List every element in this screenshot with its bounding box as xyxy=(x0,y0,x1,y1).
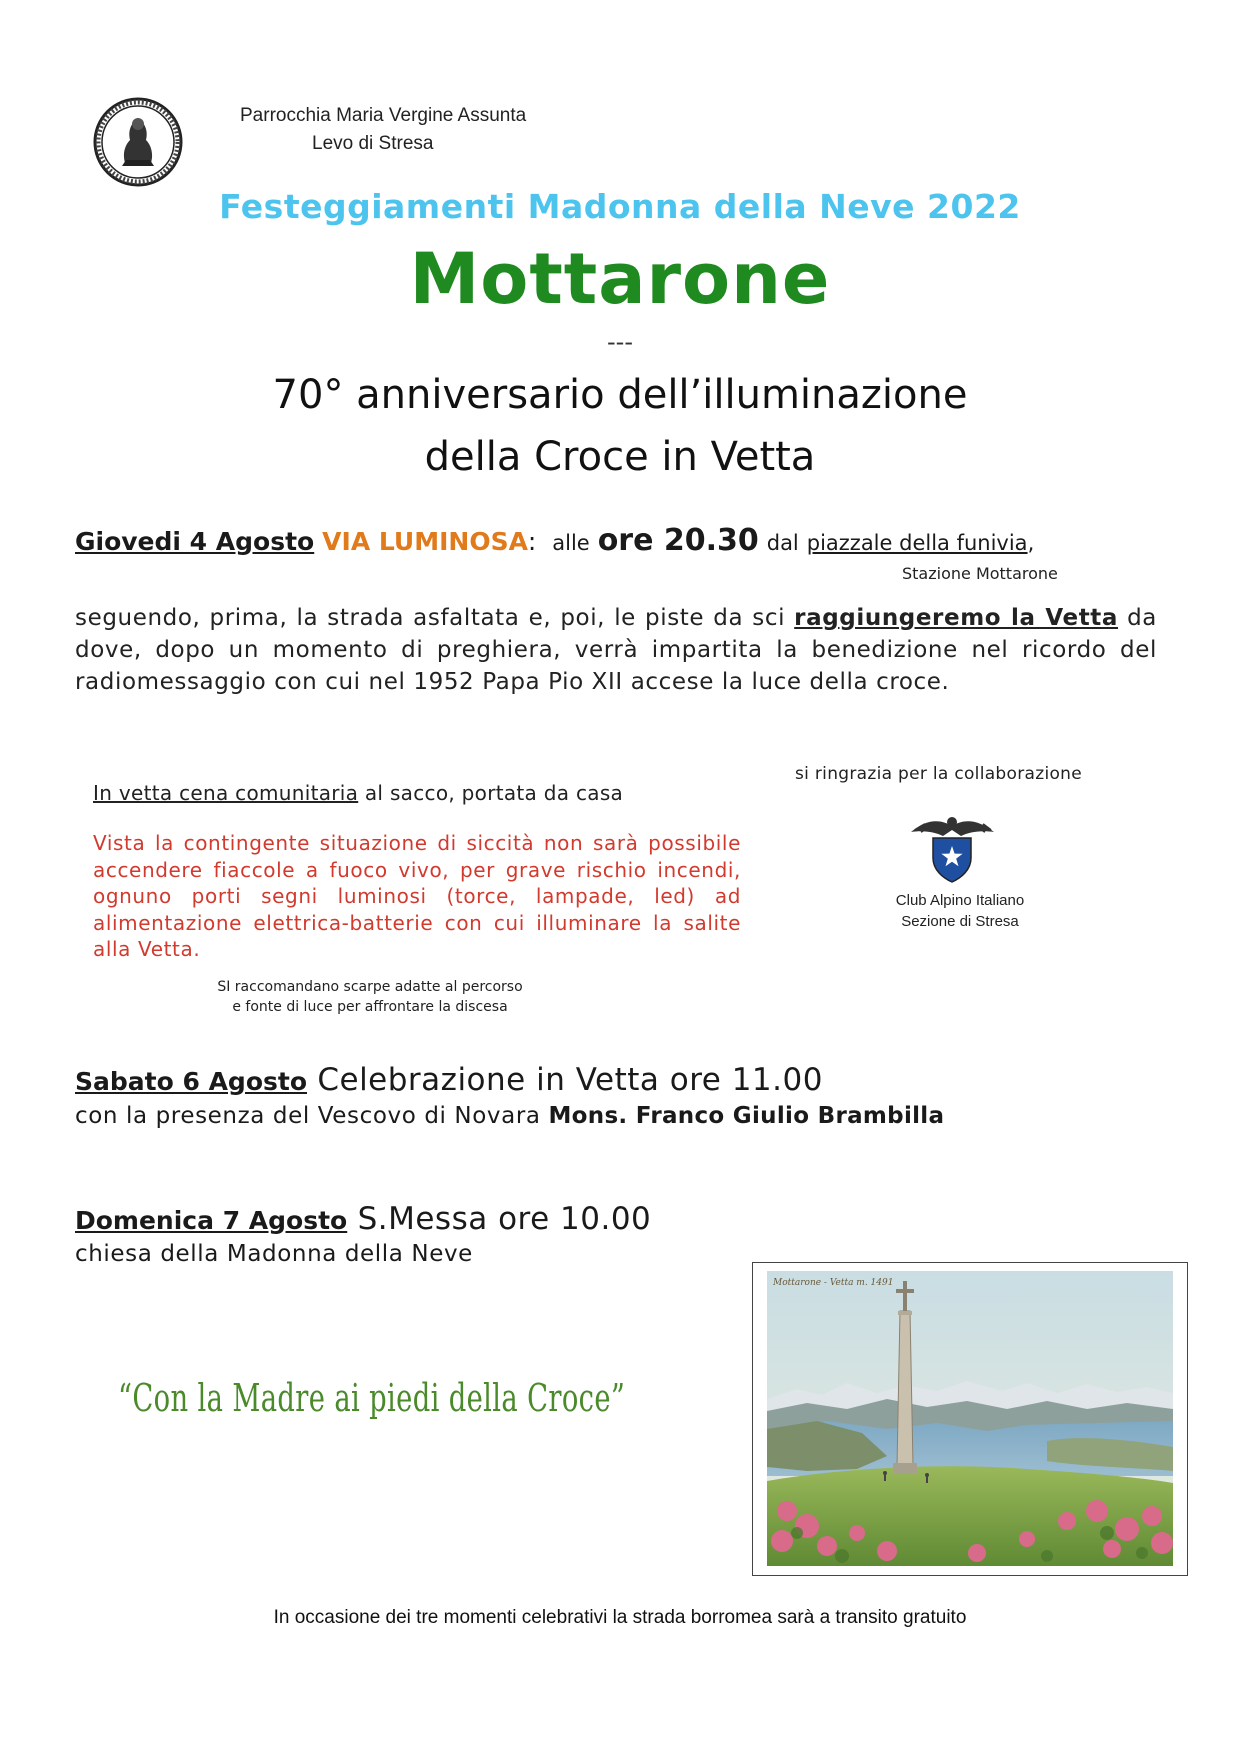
anniversary-line-2: della Croce in Vetta xyxy=(424,434,816,480)
saturday-details xyxy=(75,1103,944,1129)
thursday-description xyxy=(75,602,1157,698)
dinner-rest: al sacco, portata da casa xyxy=(358,781,624,805)
photo-caption: Mottarone - Vetta m. 1491 xyxy=(773,1278,894,1288)
dinner-note xyxy=(93,781,623,805)
desc-part-1: seguendo, prima, la strada asfaltata e, poi, le piste da sci xyxy=(75,605,795,631)
desc-bold: raggiungeremo la Vetta xyxy=(794,605,1119,631)
anniversary-line-1: 70° anniversario dell’illuminazione xyxy=(272,372,968,418)
bishop-name: Mons. Franco Giulio Brambilla xyxy=(548,1103,945,1129)
sunday-event: S.Messa ore 10.00 xyxy=(347,1201,652,1237)
parish-seal-icon xyxy=(92,96,184,188)
dinner-underlined: In vetta cena comunitaria xyxy=(93,781,359,805)
cai-line-1: Club Alpino Italiano xyxy=(895,892,1025,909)
thanks-text: si ringrazia per la collaborazione xyxy=(795,764,1083,784)
thursday-heading xyxy=(75,523,1034,558)
cai-eagle-star-icon xyxy=(905,810,1000,885)
shoes-line-1: SI raccomandano scarpe adatte al percorso xyxy=(217,979,523,995)
alle: alle xyxy=(552,531,590,555)
sunday-date: Domenica 7 Agosto xyxy=(75,1206,348,1235)
thursday-time: ore 20.30 xyxy=(597,523,759,558)
sunday-details: chiesa della Madonna della Neve xyxy=(75,1241,473,1267)
saturday-line2: con la presenza del Vescovo di Novara xyxy=(75,1103,549,1129)
anniversary-title xyxy=(0,364,1240,488)
footer-note: In occasione dei tre momenti celebrativi la strada borromea sarà a transito gratuito xyxy=(273,1607,967,1628)
saturday-date: Sabato 6 Agosto xyxy=(75,1067,307,1096)
parish-header xyxy=(240,102,526,158)
colon: : xyxy=(527,527,537,556)
saturday-event: Celebrazione in Vetta ore 11.00 xyxy=(307,1062,823,1098)
parish-location: Levo di Stresa xyxy=(312,133,434,154)
separator: --- xyxy=(607,328,633,356)
via-luminosa: VIA LUMINOSA xyxy=(322,527,528,556)
thursday-location: piazzale della funivia xyxy=(806,531,1028,555)
thursday-date: Giovedi 4 Agosto xyxy=(75,527,315,556)
dal: dal xyxy=(766,531,799,555)
cai-org xyxy=(870,890,1050,932)
comma: , xyxy=(1027,531,1035,555)
sunday-heading xyxy=(75,1201,651,1237)
desc-part-2: da dove, dopo un momento di preghiera, verrà impartita la benedizione nel ricordo del radiomessaggio con cui nel 1952 Papa Pio XII accese la luce della croce. xyxy=(75,605,1158,695)
mottarone-cross-photo xyxy=(767,1271,1173,1566)
parish-name: Parrocchia Maria Vergine Assunta xyxy=(240,105,527,126)
place-title: Mottarone xyxy=(409,238,831,320)
shoes-line-2: e fonte di luce per affrontare la discesa xyxy=(232,999,508,1015)
festival-title: Festeggiamenti Madonna della Neve 2022 xyxy=(219,187,1021,226)
shoes-note xyxy=(200,977,540,1017)
drought-warning: Vista la contingente situazione di siccità non sarà possibile accendere fiaccole a fuoco vivo, per grave rischio incendi, ognuno porti segni luminosi (torce, lampade, led) ad alimentazione elettrica-batterie con cui illuminare la salite alla Vetta. xyxy=(93,831,741,961)
quote: “Con la Madre ai piedi della Croce” xyxy=(118,1376,626,1420)
saturday-heading xyxy=(75,1062,823,1098)
station-name: Stazione Mottarone xyxy=(902,564,1058,583)
cai-line-2: Sezione di Stresa xyxy=(901,913,1019,930)
